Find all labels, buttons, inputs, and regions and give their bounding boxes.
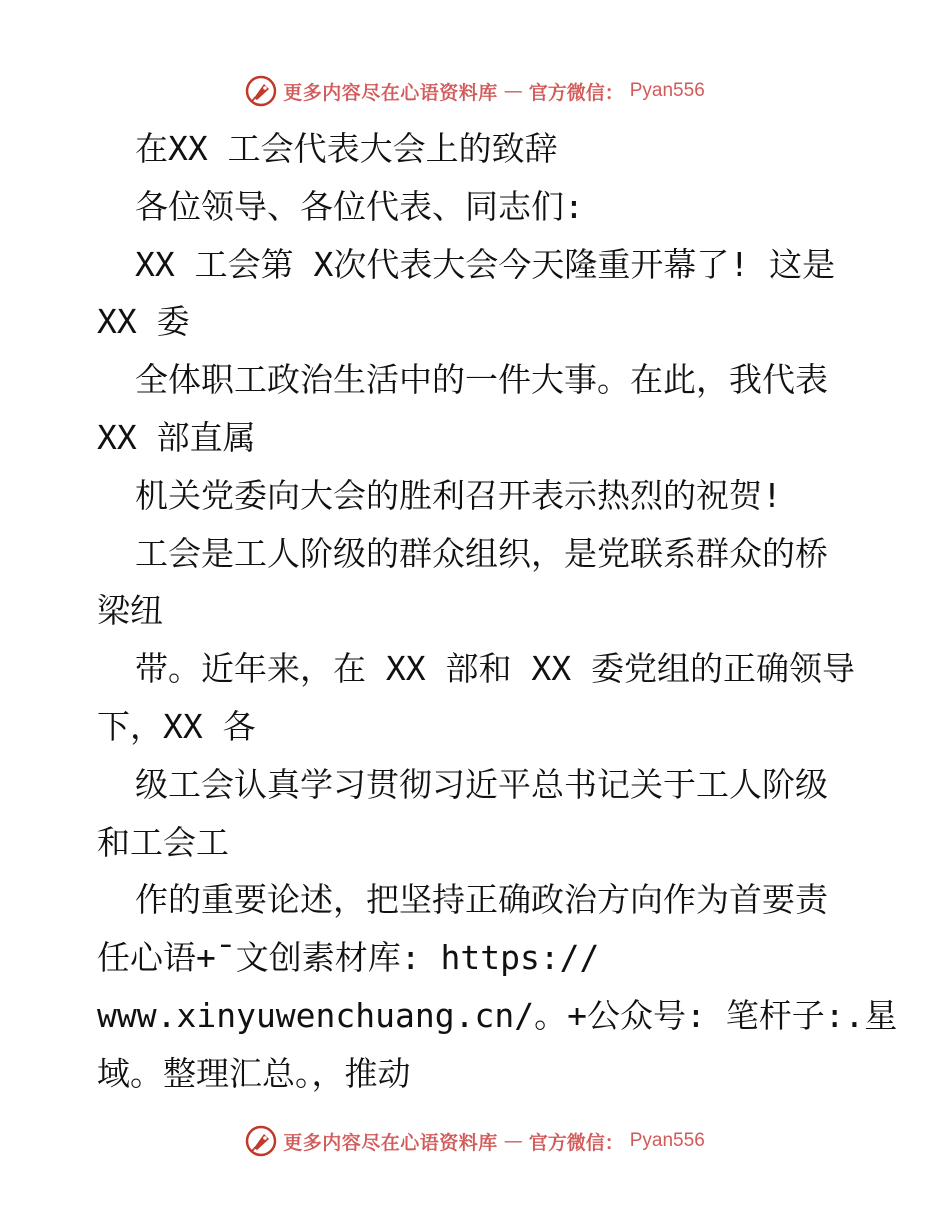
page-footer-watermark [0, 1118, 950, 1164]
document-body [97, 120, 898, 1103]
paragraph-line: 和工会工 [97, 822, 229, 862]
paragraph-line: 下，XX 各 [97, 706, 256, 746]
paragraph-line: 任心语+¯文创素材库: https:// [97, 938, 600, 978]
salutation: 各位领导、各位代表、同志们: [135, 186, 584, 226]
website-line: www.xinyuwenchuang.cn/。+公众号: 笔杆子:.星 [97, 995, 898, 1035]
wechat-label: 官方微信： [528, 81, 624, 104]
brand-dash: — [503, 80, 523, 102]
document-title: 在XX 工会代表大会上的致辞 [135, 129, 558, 168]
brand-watermark [245, 1125, 705, 1157]
paragraph-line: 级工会认真学习贯彻习近平总书记关于工人阶级 [135, 764, 828, 804]
paragraph-line: 工会是工人阶级的群众组织，是党联系群众的桥 [135, 533, 828, 573]
brand-text: 更多内容尽在心语资料库 [283, 1131, 498, 1154]
paragraph-line: 全体职工政治生活中的一件大事。在此，我代表 [135, 360, 828, 400]
brand-text: 更多内容尽在心语资料库 [283, 81, 498, 104]
paragraph-line: 机关党委向大会的胜利召开表示热烈的祝贺! [135, 475, 782, 515]
paragraph-line: 梁纽 [97, 591, 163, 631]
pen-nib-logo-icon [245, 1125, 277, 1157]
paragraph-line: XX 部直属 [97, 417, 256, 457]
wechat-handle: Pyan556 [629, 1130, 705, 1151]
paragraph-line: XX 工会第 X次代表大会今天隆重开幕了! 这是 [135, 244, 836, 284]
brand-dash: — [503, 1130, 523, 1152]
paragraph-line: 作的重要论述，把坚持正确政治方向作为首要责 [135, 880, 828, 920]
paragraph-line: XX 委 [97, 302, 190, 342]
brand-watermark [245, 75, 705, 107]
paragraph-line: 带。近年来，在 XX 部和 XX 委党组的正确领导 [135, 649, 855, 689]
page-header-watermark [0, 68, 950, 114]
pen-nib-logo-icon [245, 75, 277, 107]
wechat-label: 官方微信： [528, 1131, 624, 1154]
paragraph-line: 域。整理汇总。，推动 [97, 1053, 411, 1093]
wechat-handle: Pyan556 [629, 80, 705, 101]
